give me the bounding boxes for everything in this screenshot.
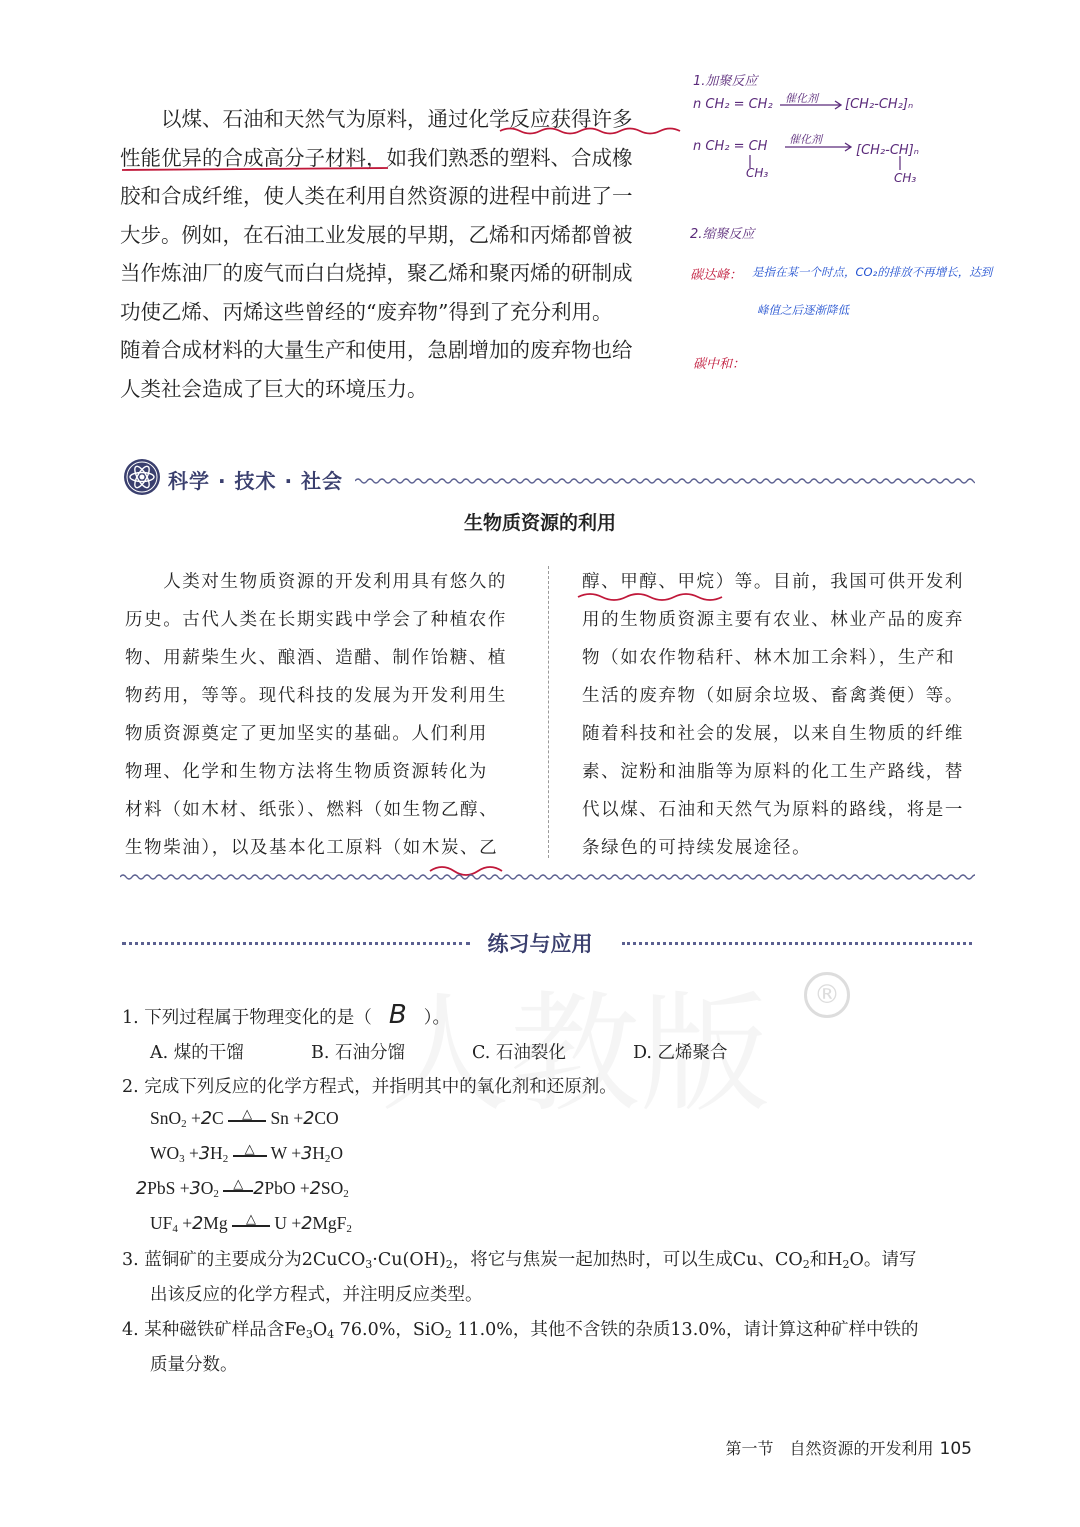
paragraph-line: 功使乙烯、丙烯这些曾经的“废弃物”得到了充分利用。 (120, 299, 613, 324)
q1-option-b: B. 石油分馏 (311, 1043, 405, 1063)
column-line: 随着科技和社会的发展，以来自生物质的纤维 (582, 724, 964, 744)
note-addition-polymerization: 1.加聚反应 (693, 74, 758, 89)
column-line: 素、淀粉和油脂等为原料的化工生产路线，替 (582, 762, 964, 782)
q1-option-a: A. 煤的干馏 (150, 1043, 244, 1063)
note-catalyst: 催化剂 (785, 92, 818, 105)
column-line: 材料（如木材、纸张）、燃料（如生物乙醇、 (125, 800, 499, 820)
paragraph-line: 大步。例如，在石油工业发展的早期，乙烯和丙烯都曾被 (120, 222, 633, 247)
paragraph-line: 人类社会造成了巨大的环境压力。 (120, 376, 428, 401)
column-line: 物、用薪柴生火、酿酒、造醋、制作饴糖、植 (125, 648, 507, 668)
q1-option-d: D. 乙烯聚合 (633, 1043, 728, 1063)
note-ethylene: n CH₂ = CH₂ (693, 97, 773, 112)
chapter-title: 第一节 自然资源的开发利用 (725, 1439, 934, 1458)
paragraph-line: 胶和合成纤维，使人类在利用自然资源的进程中前进了一 (120, 184, 633, 208)
question-4-line-2: 质量分数。 (150, 1355, 238, 1375)
note-propylene: n CH₂ = CH (693, 139, 768, 154)
note-catalyst: 催化剂 (789, 133, 822, 146)
column-line: 历史。古代人类在长期实践中学会了种植农作 (125, 610, 507, 630)
equation-4: $UF_4 +2Mg$ △ U +2MgF$_2$ (150, 1211, 352, 1235)
question-3-line-2: 出该反应的化学方程式，并注明反应类型。 (150, 1285, 483, 1305)
pen-underlines (0, 0, 1080, 420)
note-carbon-peak-text: 是指在某一个时点，CO₂的排放不再增长，达到 (752, 265, 993, 279)
pen-underlines-box (0, 560, 1080, 880)
box-title: 生物质资源的利用 (463, 512, 616, 534)
registered-mark: ® (804, 972, 850, 1018)
note-carbon-neutral-label: 碳中和： (693, 357, 746, 372)
question-1-text: 1. 下列过程属于物理变化的是（ (122, 1008, 372, 1028)
paragraph-line: 性能优异的合成高分子材料，如我们熟悉的塑料、合成橡 (120, 145, 633, 170)
column-line: 代以煤、石油和天然气为原料的路线，将是一 (582, 800, 964, 820)
dotted-rule-right (622, 942, 972, 945)
equation-1: SnO$_2$ +2C △ Sn +2CO (150, 1106, 339, 1130)
section-title: 科学 · 技术 · 社会 (168, 469, 344, 493)
wave-divider-top (355, 476, 975, 486)
column-line: 醇、甲醇、甲烷）等。目前，我国可供开发利 (582, 572, 964, 592)
column-line: 物质资源奠定了更加坚实的基础。人们利用 (125, 724, 488, 744)
equation-2: $WO_3 +3H_2$ △ $W +3H_2O$ (150, 1141, 343, 1165)
column-line: 物理、化学和生物方法将生物质资源转化为 (125, 762, 488, 782)
column-line: 用的生物质资源主要有农业、林业产品的废弃 (582, 610, 964, 630)
question-1-answer: B (388, 1000, 407, 1030)
wave-divider-bottom (120, 872, 975, 882)
column-line: 生活的废弃物（如厨余垃圾、畜禽粪便）等。 (582, 686, 964, 706)
equation-3: $2PbS +3O_2$ △ $2PbO +2SO_2$ (136, 1176, 349, 1200)
column-line: 人类对生物质资源的开发利用具有悠久的 (125, 572, 507, 592)
question-1 (122, 1000, 451, 1030)
note-carbon-peak-text-2: 峰值之后逐渐降低 (757, 303, 849, 317)
paragraph-line: 随着合成材料的大量生产和使用，急剧增加的废弃物也给 (120, 338, 633, 362)
q1-option-c: C. 石油裂化 (472, 1043, 566, 1063)
note-methyl: CH₃ (894, 171, 917, 185)
note-polyethylene: [CH₂-CH₂]ₙ (845, 97, 914, 112)
note-arrows (680, 90, 940, 180)
atom-icon (123, 458, 161, 496)
note-methyl: CH₃ (746, 166, 769, 180)
column-line: 物药用，等等。现代科技的发展为开发利用生 (125, 686, 507, 706)
paragraph-line: 当作炼油厂的废气而白白烧掉，聚乙烯和聚丙烯的研制成 (120, 261, 633, 285)
column-line: 物（如农作物秸秆、林木加工余料），生产和 (582, 648, 956, 668)
exercise-title: 练习与应用 (487, 932, 593, 956)
page-footer (726, 1436, 972, 1459)
question-3-line-1: 3. 蓝铜矿的主要成分为$2CuCO_3\cdot Cu(OH)_2$，将它与焦炭一起加热时，可以生成Cu、$CO_2$和$H_2O$。请写 (122, 1250, 917, 1271)
paragraph-line: 以煤、石油和天然气为原料，通过化学反应获得许多 (161, 107, 633, 131)
page-number: 105 (939, 1439, 972, 1459)
question-2: 2. 完成下列反应的化学方程式，并指明其中的氧化剂和还原剂。 (122, 1077, 617, 1097)
note-condensation-polymerization: 2.缩聚反应 (690, 227, 755, 242)
note-carbon-peak-label: 碳达峰： (690, 268, 743, 283)
column-line: 生物柴油），以及基本化工原料（如木炭、乙 (125, 838, 499, 858)
column-line: 条绿色的可持续发展途径。 (582, 838, 812, 858)
note-polypropylene: [CH₂-CH]ₙ (856, 143, 919, 158)
question-4-line-1: 4. 某种磁铁矿样品含$Fe_3O_4$ 76.0%，SiO$_2$ 11.0%，其他不含铁的杂质13.0%，请计算这种矿样中铁的 (122, 1320, 919, 1341)
question-1-end: ）。 (423, 1008, 451, 1028)
